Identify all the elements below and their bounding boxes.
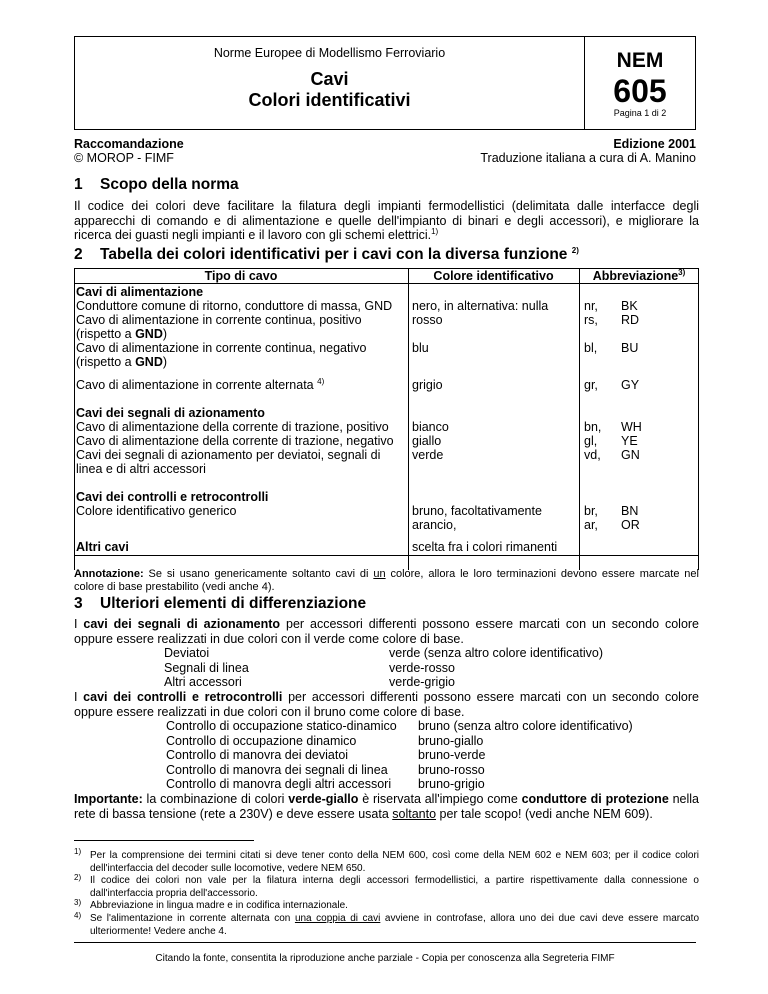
- title-line-2: Colori identificativi: [248, 90, 411, 110]
- document-page: Norme Europee di Modellismo Ferroviario Cavi Colori identificativi NEM 605 Pagina 1 di 2 Raccomandazione © MOROP - FIMF Edizione 2001 Traduzione italiana a cura di A. Manino 1 Scopo della norma Il codice dei colori deve facilitare la filatura degli impianti fermodellistici (delimitata dalle interfacce degli apparecchi di comando e di alimentazione e quelle dell'impianto di binari e degli accessori), e migliorare la ricerca dei guasti negli impianti e il lavoro con gli schemi elettrici.$^{1)}$ 2 Tabella dei colori identificativi per i cavi con la diversa funzione $^{2)}$ Tipo di cavo Colore identificativo Abbreviazione$^{3)}$ Cavi di alimentazione Conduttore comune di ritorno, conduttore di massa, GND Cavo di alimentazione in corrente continua, positivo (rispetto a GND) Cavo di alimentazione in corrente continua, negativo (rispetto a GND) nero, in alternativa: nulla rosso blu nr, rs, bl, BK RD BU Cavo di alimentazione in corrente alternata $^{4)}$ grigio gr, GY Cavi dei segnali di azionamento Cavo di alimentazione della corrente di trazione, positivo Cavo di alimentazione della corrente di trazione, negativo Cavi dei segnali di azionamento per deviatoi, segnali di linea e di altri accessori bianco giallo verde bn, gl, vd, WH YE GN Cavi dei controlli e retrocontrolli Colore identificativo generico bruno, facoltativamente arancio, br, ar, BN OR Altri cavi scelta fra i colori rimanenti Annotazione: Se si usano genericamente soltanto cavi di un colore, allora le loro terminazioni devono essere marcate nel colore di base prestabilito (vedi anche 4). 3 Ulteriori elementi di differenziazione I cavi dei segnali di azionamento per accessori differenti possono essere marcati con un secondo colore oppure essere realizzati in due colori con il verde come colore di base. Deviatoi Segnali di linea Altri accessori verde (senza altro colore identificativo) verde-rosso verde-grigio I cavi dei controlli e retrocontrolli per accessori differenti possono essere marcati con un secondo colore oppure essere realizzati in due colori con il bruno come colore di base. Controllo di occupazione statico-dinamico Controllo di occupazione dinamico Controllo di manovra dei deviatoi Controllo di manovra dei segnali di linea Controllo di manovra degli altri accessori bruno (senza altro colore identificativo) bruno-giallo bruno-verde bruno-rosso bruno-grigio Importante: la combinazione di colori verde-giallo è riservata all'impiego come conduttore di protezione nella rete di bassa tensione (rete a 230V) e deve essere usata soltanto per tale scopo! (vedi anche NEM 609). 1) Per la comprensione dei termini citati si deve tener conto della NEM 600, così come della NEM 602 e NEM 603; per il codice colori dell'interfaccia del decoder sulle locomotive, vedere NEM 650. 2) Il codice dei colori non vale per la filatura interna degli accessori fermodellistici, a partire rispettivamente dalla connessione o dall'interfaccia propria dell'accessorio. 3) Abbreviazione in lingua madre e in codifica internazionale. 4) Se l'alimentazione in corrente alternata con una coppia di cavi avviene in controfase, allora uno dei due cavi deve essere marcato ulteriormente! Vedere anche 4. Citando la fonte, consentita la riproduzione anche parziale - Copia per conoscenza alla Segreteria FIMF: [0, 0, 768, 994]
- copyright: © MOROP - FIMF: [74, 151, 174, 165]
- standard-number: 605: [613, 73, 667, 109]
- organization-name: Norme Europee di Modellismo Ferroviario: [213, 46, 446, 60]
- group-controls-title: Cavi dei controlli e retrocontrolli: [76, 490, 269, 504]
- section-3-para-1: I cavi dei segnali di azionamento per accessori differenti possono essere marcati con un secondo colore oppure essere realizzati in due colori con il verde come colore di base.: [74, 617, 700, 646]
- group-power-title: Cavi di alimentazione: [76, 285, 204, 299]
- footer-rule: [74, 942, 696, 943]
- standard-prefix: NEM: [616, 49, 664, 72]
- header-title-block: [75, 37, 585, 129]
- document-title: [75, 69, 584, 111]
- list-controls: Controllo di occupazione statico-dinamico Controllo di occupazione dinamico Controllo di manovra dei deviatoi Controllo di manovra dei segnali di linea Controllo di manovra degli altri accessori: [166, 719, 397, 791]
- section-1-text: Il codice dei colori deve facilitare la filatura degli impianti fermodellistici (delimitata dalle interfacce degli apparecchi di comando e di alimentazione e quelle dell'impianto di binari e degli accessori), e migliorare la ricerca dei guasti negli impianti e il lavoro con gli schemi elettrici.$^{1)}$: [74, 199, 699, 242]
- footnote-ref: 2): [571, 245, 579, 255]
- footnotes: 1) Per la comprensione dei termini citati si deve tener conto della NEM 600, così come della NEM 602 e NEM 603; per il codice colori dell'interfaccia del decoder sulle locomotive, vedere NEM 650. 2) Il codice dei colori non vale per la filatura interna degli accessori fermodellistici, a partire rispettivamente dalla connessione o dall'interfaccia propria dell'accessorio. 3) Abbreviazione in lingua madre e in codifica internazionale. 4) Se l'alimentazione in corrente alternata con una coppia di cavi avviene in controfase, allora uno dei due cavi deve essere marcato ulteriormente! Vedere anche 4.: [74, 847, 699, 937]
- header-box: [74, 36, 696, 130]
- list-actuation: Deviatoi Segnali di linea Altri accessori: [164, 646, 249, 689]
- standard-id-block: [585, 37, 695, 129]
- page-indicator: Pagina 1 di 2: [613, 108, 667, 118]
- edition: Edizione 2001: [613, 137, 696, 151]
- footnote-rule: [74, 840, 254, 841]
- section-1-heading: 1 Scopo della norma: [74, 176, 239, 193]
- group-signals-title: Cavi dei segnali di azionamento: [76, 406, 265, 420]
- table-header-type: Tipo di cavo: [204, 269, 278, 283]
- document-type: Raccomandazione: [74, 137, 184, 151]
- group-other-title: Altri cavi: [76, 540, 129, 554]
- table-header-color: Colore identificativo: [433, 269, 554, 283]
- footnote-ref: 1): [431, 226, 439, 236]
- table-header-abbr: Abbreviazione$^{3)}$: [592, 267, 686, 283]
- title-line-1: Cavi: [310, 69, 349, 89]
- section-3-para-2: I cavi dei controlli e retrocontrolli per accessori differenti possono essere marcati con un secondo colore oppure essere realizzati in due colori con il bruno come colore di base.: [74, 690, 699, 719]
- annotation: Annotazione: Se si usano genericamente soltanto cavi di un colore, allora le loro terminazioni devono essere marcate nel colore di base prestabilito (vedi anche 4).: [74, 568, 699, 593]
- section-3-heading: 3 Ulteriori elementi di differenziazione: [74, 595, 367, 612]
- important-note: Importante: la combinazione di colori verde-giallo è riservata all'impiego come conduttore di protezione nella rete di bassa tensione (rete a 230V) e deve essere usata soltanto per tale scopo! (vedi anche NEM 609).: [74, 792, 699, 821]
- section-2-heading: 2 Tabella dei colori identificativi per i cavi con la diversa funzione $^{2)}$: [74, 245, 579, 263]
- translation-credit: Traduzione italiana a cura di A. Manino: [480, 151, 696, 165]
- footer-note: Citando la fonte, consentita la riproduzione anche parziale - Copia per conoscenza alla Segreteria FIMF: [155, 953, 615, 964]
